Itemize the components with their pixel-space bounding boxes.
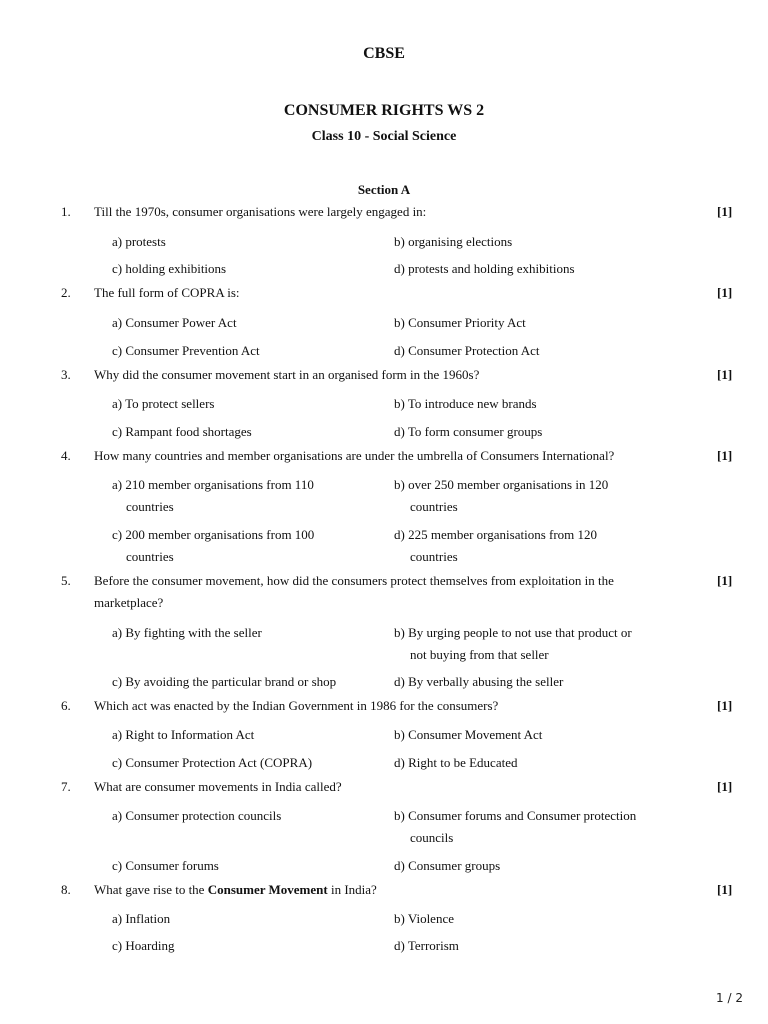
option-c: c) holding exhibitions xyxy=(112,261,227,276)
option-d: d) protests and holding exhibitions xyxy=(394,261,575,276)
marks-label: [1] xyxy=(717,573,733,588)
question-number: 6. xyxy=(61,698,71,713)
option-b: b) Consumer Movement Act xyxy=(394,727,543,742)
option-b: b) By urging people to not use that product or xyxy=(394,625,632,640)
question-text xyxy=(94,882,377,898)
question-number: 5. xyxy=(61,573,71,588)
question-text: What are consumer movements in India called? xyxy=(94,779,342,794)
option-b-continued: not buying from that seller xyxy=(410,647,549,662)
option-b: b) Consumer forums and Consumer protection xyxy=(394,808,637,823)
option-b: b) To introduce new brands xyxy=(394,396,537,411)
option-a: a) Right to Information Act xyxy=(112,727,255,742)
marks-label: [1] xyxy=(717,779,733,794)
option-c-continued: countries xyxy=(126,549,174,564)
question-text-continued: marketplace? xyxy=(94,595,164,610)
question-number: 2. xyxy=(61,285,71,300)
option-c: c) Consumer Protection Act (COPRA) xyxy=(112,755,313,770)
option-a: a) By fighting with the seller xyxy=(112,625,262,640)
option-a: a) protests xyxy=(112,234,166,249)
section-heading: Section A xyxy=(357,182,411,197)
question-text: Before the consumer movement, how did the consumers protect themselves from exploitation in the xyxy=(94,573,614,588)
option-d: d) Consumer Protection Act xyxy=(394,343,540,358)
marks-label: [1] xyxy=(717,204,733,219)
option-a: a) Consumer protection councils xyxy=(112,808,282,823)
option-c: c) 200 member organisations from 100 xyxy=(112,527,315,542)
marks-label: [1] xyxy=(717,448,733,463)
option-c: c) By avoiding the particular brand or shop xyxy=(112,674,337,689)
board-name: CBSE xyxy=(363,45,405,62)
option-d-continued: countries xyxy=(410,549,458,564)
option-d: d) To form consumer groups xyxy=(394,424,543,439)
option-b-continued: countries xyxy=(410,499,458,514)
question-number: 8. xyxy=(61,882,71,897)
worksheet-subtitle: Class 10 - Social Science xyxy=(311,129,457,144)
marks-label: [1] xyxy=(717,367,733,382)
marks-label: [1] xyxy=(717,285,733,300)
option-b: b) Consumer Priority Act xyxy=(394,315,526,330)
question-text: The full form of COPRA is: xyxy=(94,285,240,300)
option-d: d) 225 member organisations from 120 xyxy=(394,527,598,542)
option-b: b) over 250 member organisations in 120 xyxy=(394,477,609,492)
question-text-emphasis: Consumer Movement xyxy=(207,882,328,897)
option-b: b) organising elections xyxy=(394,234,513,249)
option-a: a) Inflation xyxy=(112,911,171,926)
question-number: 3. xyxy=(61,367,71,382)
question-text: How many countries and member organisations are under the umbrella of Consumers International? xyxy=(94,448,615,463)
option-c: c) Consumer Prevention Act xyxy=(112,343,260,358)
question-text-start: What gave rise to the xyxy=(94,882,208,897)
option-b-continued: councils xyxy=(410,830,454,845)
option-a-continued: countries xyxy=(126,499,174,514)
marks-label: [1] xyxy=(717,698,733,713)
question-text-end: in India? xyxy=(327,882,377,897)
question-number: 1. xyxy=(61,204,71,219)
question-text: Why did the consumer movement start in an organised form in the 1960s? xyxy=(94,367,480,382)
question-text: Till the 1970s, consumer organisations were largely engaged in: xyxy=(94,204,427,219)
option-a: a) To protect sellers xyxy=(112,396,215,411)
question-number: 7. xyxy=(61,779,71,794)
option-c: c) Hoarding xyxy=(112,938,175,953)
worksheet-title: CONSUMER RIGHTS WS 2 xyxy=(283,102,485,119)
option-c: c) Rampant food shortages xyxy=(112,424,252,439)
option-d: d) Right to be Educated xyxy=(394,755,518,770)
question-number: 4. xyxy=(61,448,71,463)
page-indicator: 1 / 2 xyxy=(716,991,743,1005)
option-d: d) Consumer groups xyxy=(394,858,501,873)
option-a: a) 210 member organisations from 110 xyxy=(112,477,314,492)
option-d: d) Terrorism xyxy=(394,938,459,953)
option-d: d) By verbally abusing the seller xyxy=(394,674,564,689)
option-a: a) Consumer Power Act xyxy=(112,315,237,330)
marks-label: [1] xyxy=(717,882,733,897)
option-c: c) Consumer forums xyxy=(112,858,219,873)
option-b: b) Violence xyxy=(394,911,454,926)
question-text: Which act was enacted by the Indian Government in 1986 for the consumers? xyxy=(94,698,499,713)
